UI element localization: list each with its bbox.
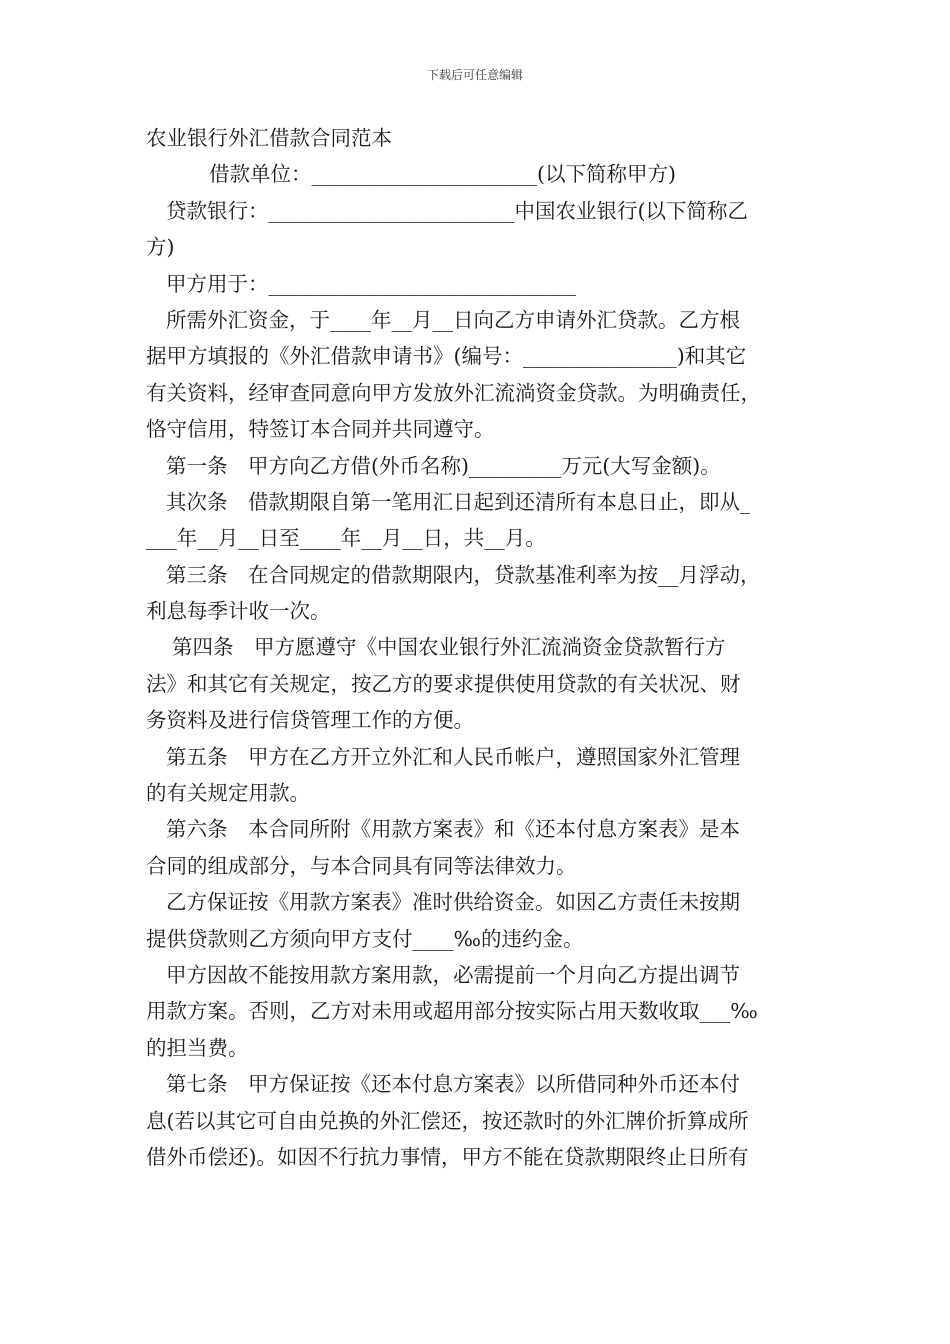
text-line: 乙方保证按《用款方案表》准时供给资金。如因乙方责任未按期 [166,890,740,915]
document-title: 农业银行外汇借款合同范本 [146,126,392,150]
article-1: 第一条 甲方向乙方借(外币名称)_________万元(大写金额)。 [166,453,721,478]
text-line: 提供贷款则乙方须向甲方支付____‰的违约金。 [146,926,584,951]
article-7: 第七条 甲方保证按《还本付息方案表》以所借同种外币还本付 [166,1072,740,1097]
text-line: 据甲方填报的《外汇借款申请书》(编号：_______________)和其它 [146,344,747,369]
article-6: 第六条 本合同所附《用款方案表》和《还本付息方案表》是本 [166,817,740,842]
text-line: 务资料及进行信贷管理工作的方便。 [146,708,474,733]
article-2: 其次条 借款期限自第一笔用汇日起到还清所有本息日止，即从_ [166,489,751,514]
text-line: 用款方案。否则，乙方对未用或超用部分按实际占用天数收取___‰ [146,999,758,1024]
text-line: 甲方用于：______________________________ [166,271,576,296]
text-line: 贷款银行：________________________中国农业银行(以下简称乙 [166,198,748,223]
text-line: 息(若以其它可自由兑换的外汇偿还，按还款时的外汇牌价折算成所 [146,1108,749,1133]
text-line: 方) [146,235,175,260]
text-line: 恪守信用，特签订本合同并共同遵守。 [146,417,495,442]
text-line: 利息每季计收一次。 [146,599,331,624]
text-line: 借外币偿还)。如因不行抗力事情，甲方不能在贷款期限终止日所有 [146,1144,749,1169]
text-line: 的担当费。 [146,1035,249,1060]
article-4: 第四条 甲方愿遵守《中国农业银行外汇流淌资金贷款暂行方 [172,635,726,660]
page-header: 下载后可任意编辑 [426,68,523,82]
document-body [146,120,818,1175]
article-5: 第五条 甲方在乙方开立外汇和人民币帐户，遵照国家外汇管理 [166,744,740,769]
text-line: 合同的组成部分，与本合同具有同等法律效力。 [146,853,577,878]
text-line: 所需外汇资金，于____年__月__日向乙方申请外汇贷款。乙方根 [166,307,740,332]
text-line: 的有关规定用款。 [146,781,310,806]
article-3: 第三条 在合同规定的借款期限内，贷款基准利率为按__月浮动， [166,562,761,587]
text-line: 法》和其它有关规定，按乙方的要求提供使用贷款的有关状况、财 [146,671,741,696]
text-line: ___年__月__日至____年__月__日，共__月。 [146,526,546,551]
text-line: 有关资料，经审查同意向甲方发放外汇流淌资金贷款。为明确责任， [146,380,761,405]
text-line: 甲方因故不能按用款方案用款，必需提前一个月向乙方提出调节 [166,962,740,987]
text-line: 借款单位：______________________(以下简称甲方) [209,162,676,187]
